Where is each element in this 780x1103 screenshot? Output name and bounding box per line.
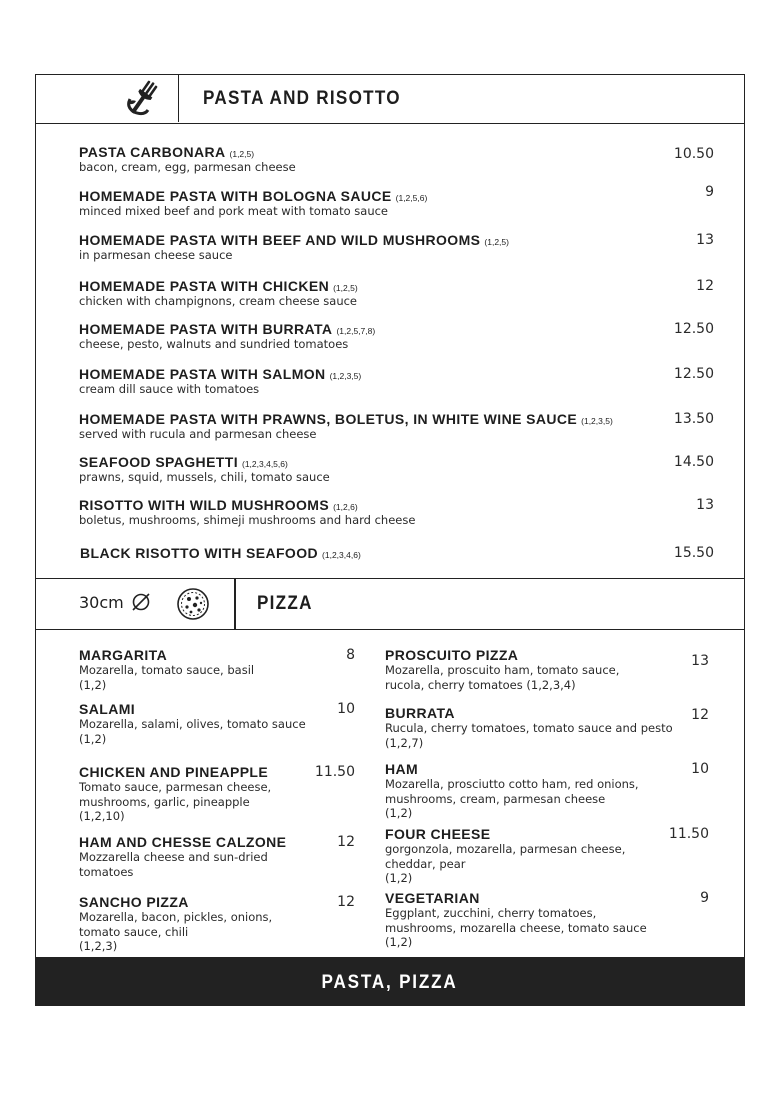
pasta-item <box>79 232 509 263</box>
pasta-item <box>80 545 361 561</box>
pizza-item-description: Mozarella, prosciutto cotto ham, red onions, mushrooms, cream, parmesan cheese (1,2) <box>385 777 639 820</box>
pasta-item <box>79 321 375 352</box>
pizza-item-price: 13 <box>691 653 709 669</box>
pizza-item <box>385 647 705 692</box>
pasta-item-title: HOMEMADE PASTA WITH BOLOGNA SAUCE <box>79 188 392 204</box>
pasta-item-price: 12 <box>696 278 714 294</box>
pasta-item-allergens: (1,2,5,6) <box>395 193 428 203</box>
pasta-item-name <box>79 188 427 204</box>
pasta-item-description: served with rucula and parmesan cheese <box>79 427 317 441</box>
pizza-item-description: Mozarella, proscuito ham, tomato sauce, rucola, cherry tomatoes (1,2,3,4) <box>385 663 620 692</box>
pizza-icon <box>176 587 210 621</box>
pasta-section-header <box>36 75 744 124</box>
pasta-item-allergens: (1,2,3,4,6) <box>322 550 361 560</box>
pizza-section-header <box>36 578 744 630</box>
pizza-item-name: MARGARITA <box>79 647 168 663</box>
pasta-item-price: 13.50 <box>673 411 714 427</box>
pizza-item-name: PROSCUITO PIZZA <box>385 647 519 663</box>
pizza-item-price: 9 <box>700 890 709 906</box>
pasta-item-name <box>79 411 613 427</box>
pasta-item-allergens: (1,2,5) <box>229 149 255 159</box>
pasta-item-name <box>79 321 375 337</box>
pasta-section-title: PASTA AND RISOTTO <box>203 88 401 109</box>
pizza-item-name: HAM AND CHESSE CALZONE <box>79 834 287 850</box>
pasta-item-name <box>79 454 330 470</box>
pizza-item-name: CHICKEN AND PINEAPPLE <box>79 764 269 780</box>
pasta-item-allergens: (1,2,5,7,8) <box>336 326 376 336</box>
pasta-item-name <box>79 232 509 248</box>
pizza-item-price: 8 <box>346 647 355 663</box>
pasta-item-description: cheese, pesto, walnuts and sundried tomatoes <box>79 337 349 351</box>
pasta-item-description: cream dill sauce with tomatoes <box>79 382 260 396</box>
pasta-item-allergens: (1,2,3,5) <box>329 371 362 381</box>
pasta-item-price: 12.50 <box>673 366 714 382</box>
pasta-item-name <box>79 144 296 160</box>
pasta-item <box>79 144 296 175</box>
pasta-item <box>79 411 613 442</box>
pizza-item-price: 12 <box>337 894 355 910</box>
pizza-item-description: Mozarella, salami, olives, tomato sauce (1,2) <box>79 717 306 746</box>
pizza-item-name: BURRATA <box>385 705 455 721</box>
pasta-fork-icon <box>124 79 164 119</box>
pizza-item <box>79 764 329 824</box>
pasta-item <box>79 497 415 528</box>
pasta-item-title: RISOTTO WITH WILD MUSHROOMS <box>79 497 330 513</box>
pizza-item <box>79 834 329 879</box>
pasta-item-title: HOMEMADE PASTA WITH BEEF AND WILD MUSHROOMS <box>79 232 481 248</box>
pasta-item-price: 13 <box>696 232 714 248</box>
pasta-item-allergens: (1,2,6) <box>333 502 358 512</box>
pizza-item-name: HAM <box>385 761 419 777</box>
pizza-item <box>385 890 705 950</box>
pizza-item-name: SALAMI <box>79 701 136 717</box>
pizza-item-description: Mozzarella cheese and sun-dried tomatoes <box>79 850 268 879</box>
pizza-item-description: Mozarella, bacon, pickles, onions, tomato sauce, chili (1,2,3) <box>79 910 273 953</box>
pasta-item-price: 13 <box>696 497 714 513</box>
pasta-item-name <box>79 278 358 294</box>
pasta-item-description: chicken with champignons, cream cheese sauce <box>79 294 358 308</box>
pizza-item <box>385 761 705 821</box>
pizza-header-divider <box>234 579 236 629</box>
pizza-item-price: 10 <box>337 701 355 717</box>
pizza-item-price: 11.50 <box>668 826 709 842</box>
pizza-item-description: Mozarella, tomato sauce, basil (1,2) <box>79 663 255 692</box>
pizza-item-price: 12 <box>691 707 709 723</box>
pizza-item <box>79 647 329 692</box>
pasta-item-allergens: (1,2,5) <box>333 283 358 293</box>
footer-banner <box>35 957 745 1006</box>
pizza-item-description: Tomato sauce, parmesan cheese, mushrooms, garlic, pineapple (1,2,10) <box>79 780 272 823</box>
pasta-item-title: SEAFOOD SPAGHETTI <box>79 454 238 470</box>
pasta-item-description: boletus, mushrooms, shimeji mushrooms and hard cheese <box>79 513 416 527</box>
pasta-item-title: BLACK RISOTTO WITH SEAFOOD <box>80 545 319 561</box>
pasta-item-price: 12.50 <box>673 321 714 337</box>
pasta-item-title: HOMEMADE PASTA WITH BURRATA <box>79 321 333 337</box>
footer-title: PASTA, PIZZA <box>322 972 458 993</box>
pizza-item-description: Eggplant, zucchini, cherry tomatoes, mushrooms, mozarella cheese, tomato sauce (1,2) <box>385 906 647 949</box>
pasta-item <box>79 454 330 485</box>
pizza-item-name: FOUR CHEESE <box>385 826 491 842</box>
pizza-size: 30cm <box>79 593 124 612</box>
pizza-item <box>79 701 329 746</box>
pasta-item <box>79 188 427 219</box>
pasta-item-title: HOMEMADE PASTA WITH SALMON <box>79 366 326 382</box>
pizza-item <box>79 894 329 954</box>
pizza-item <box>385 705 705 750</box>
pasta-item <box>79 278 358 309</box>
pasta-item-title: HOMEMADE PASTA WITH CHICKEN <box>79 278 330 294</box>
pizza-section-title: PIZZA <box>257 593 313 614</box>
pizza-item-name: SANCHO PIZZA <box>79 894 189 910</box>
pasta-item-description: prawns, squid, mussels, chili, tomato sauce <box>79 470 330 484</box>
pasta-item-allergens: (1,2,3,4,5,6) <box>242 459 288 469</box>
pasta-item-price: 14.50 <box>673 454 714 470</box>
pasta-item-title: PASTA CARBONARA <box>79 144 226 160</box>
pasta-item-name <box>79 497 415 513</box>
pizza-item-description: gorgonzola, mozarella, parmesan cheese, cheddar, pear (1,2) <box>385 842 626 885</box>
pasta-item-description: minced mixed beef and pork meat with tomato sauce <box>79 204 389 218</box>
menu-frame <box>35 74 745 1006</box>
pasta-item-description: bacon, cream, egg, parmesan cheese <box>79 160 296 174</box>
pasta-item <box>79 366 361 397</box>
pasta-item-allergens: (1,2,5) <box>484 237 509 247</box>
pasta-item-name <box>80 545 361 561</box>
pasta-item-name <box>79 366 361 382</box>
pizza-item-name: VEGETARIAN <box>385 890 480 906</box>
pizza-item-description: Rucula, cherry tomatoes, tomato sauce and pesto (1,2,7) <box>385 721 673 750</box>
pizza-item <box>385 826 705 886</box>
pasta-icon-cell <box>36 75 179 122</box>
pizza-item-price: 10 <box>691 761 709 777</box>
diameter-icon <box>130 591 152 613</box>
pasta-item-price: 9 <box>705 184 714 200</box>
pizza-item-price: 11.50 <box>314 764 355 780</box>
pasta-item-price: 10.50 <box>673 146 714 162</box>
pasta-item-title: HOMEMADE PASTA WITH PRAWNS, BOLETUS, IN WHITE WINE SAUCE <box>79 411 578 427</box>
pasta-item-price: 15.50 <box>673 545 714 561</box>
pasta-item-allergens: (1,2,3,5) <box>581 416 613 426</box>
pizza-item-price: 12 <box>337 834 355 850</box>
pasta-item-description: in parmesan cheese sauce <box>79 248 233 262</box>
